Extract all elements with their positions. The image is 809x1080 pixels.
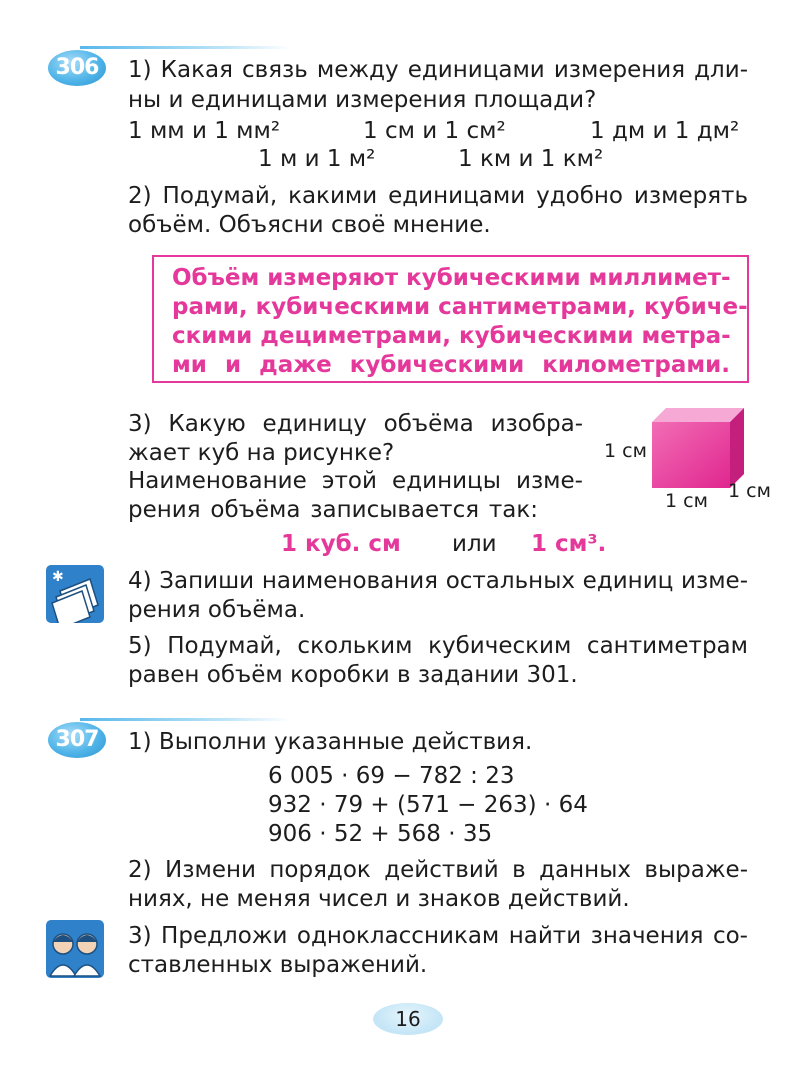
task-307-rule-line: [80, 718, 290, 721]
task-306-q1-line2: ны и единицами измерения площади?: [128, 87, 597, 113]
task-306-q3-line3: Наименование этой единицы изме-: [128, 468, 583, 494]
pair-work-icon: [46, 920, 104, 978]
task-306-q1-line1: 1) Какая связь между единицами измерения дли-: [128, 57, 748, 83]
unit-pair-mm: 1 мм и 1 мм²: [128, 118, 281, 144]
task-306-q2-line1: 2) Подумай, какими единицами удобно измерять: [128, 183, 748, 209]
task-307-q1: 1) Выполни указанные действия.: [128, 729, 533, 755]
expression-2: 932 · 79 + (571 − 263) · 64: [268, 792, 588, 818]
task-306-q4-line2: рения объёма.: [128, 597, 306, 623]
cube-label-bottom: 1 см: [665, 490, 708, 512]
volume-rule-line-1: Объём измеряют кубическими миллимет-: [172, 265, 731, 291]
task-307-q3-line2: ставленных выражений.: [128, 952, 428, 978]
task-306-q3-line4: рения объёма записывается так:: [128, 497, 538, 523]
volume-rule-line-4: ми и даже кубическими километрами.: [172, 352, 730, 378]
task-307-q2-line1: 2) Измени порядок действий в данных выраже-: [128, 857, 748, 883]
cube-front-face: [652, 422, 730, 488]
expression-3: 906 · 52 + 568 · 35: [268, 821, 493, 847]
expression-1: 6 005 · 69 − 782 : 23: [268, 763, 515, 789]
notation-cm3: 1 см³.: [531, 531, 607, 557]
volume-rule-line-3: скими дециметрами, кубическими метра-: [172, 323, 731, 349]
task-307-q2-line2: ниях, не меняя чисел и знаков действий.: [128, 886, 630, 912]
unit-pair-km: 1 км и 1 км²: [458, 146, 604, 172]
cards-icon: [46, 565, 104, 623]
unit-pair-dm: 1 дм и 1 дм²: [590, 118, 740, 144]
cube-top-face: [652, 408, 744, 422]
unit-pair-cm: 1 см и 1 см²: [363, 118, 506, 144]
task-306-q3-line2: жает куб на рисунке?: [128, 440, 395, 466]
volume-rule-line-2: рами, кубическими сантиметрами, кубиче-: [172, 294, 748, 320]
task-306-q4-line1: 4) Запиши наименования остальных единиц изме-: [128, 568, 748, 594]
unit-cube-illustration: [652, 408, 744, 488]
task-307-q3-line1: 3) Предложи одноклассникам найти значения со-: [128, 923, 748, 949]
cube-side-face: [730, 408, 744, 488]
notation-cub-cm: 1 куб. см: [281, 531, 401, 557]
task-306-q5-line1: 5) Подумай, скольким кубическим сантиметрам: [128, 633, 748, 659]
svg-text:✱: ✱: [52, 569, 64, 585]
cube-label-left: 1 см: [604, 440, 647, 462]
task-306-badge: 306: [48, 50, 106, 86]
cube-label-right: 1 см: [728, 480, 771, 502]
task-306-q5-line2: равен объём коробки в задании 301.: [128, 662, 578, 688]
notation-or: или: [452, 531, 497, 557]
task-307-badge: 307: [48, 722, 106, 758]
page-number: 16: [395, 1007, 421, 1031]
task-306-q2-line2: объём. Объясни своё мнение.: [128, 212, 491, 238]
task-306-rule-line: [80, 46, 290, 49]
task-306-q3-line1: 3) Какую единицу объёма изобра-: [128, 411, 583, 437]
unit-pair-m: 1 м и 1 м²: [258, 146, 376, 172]
